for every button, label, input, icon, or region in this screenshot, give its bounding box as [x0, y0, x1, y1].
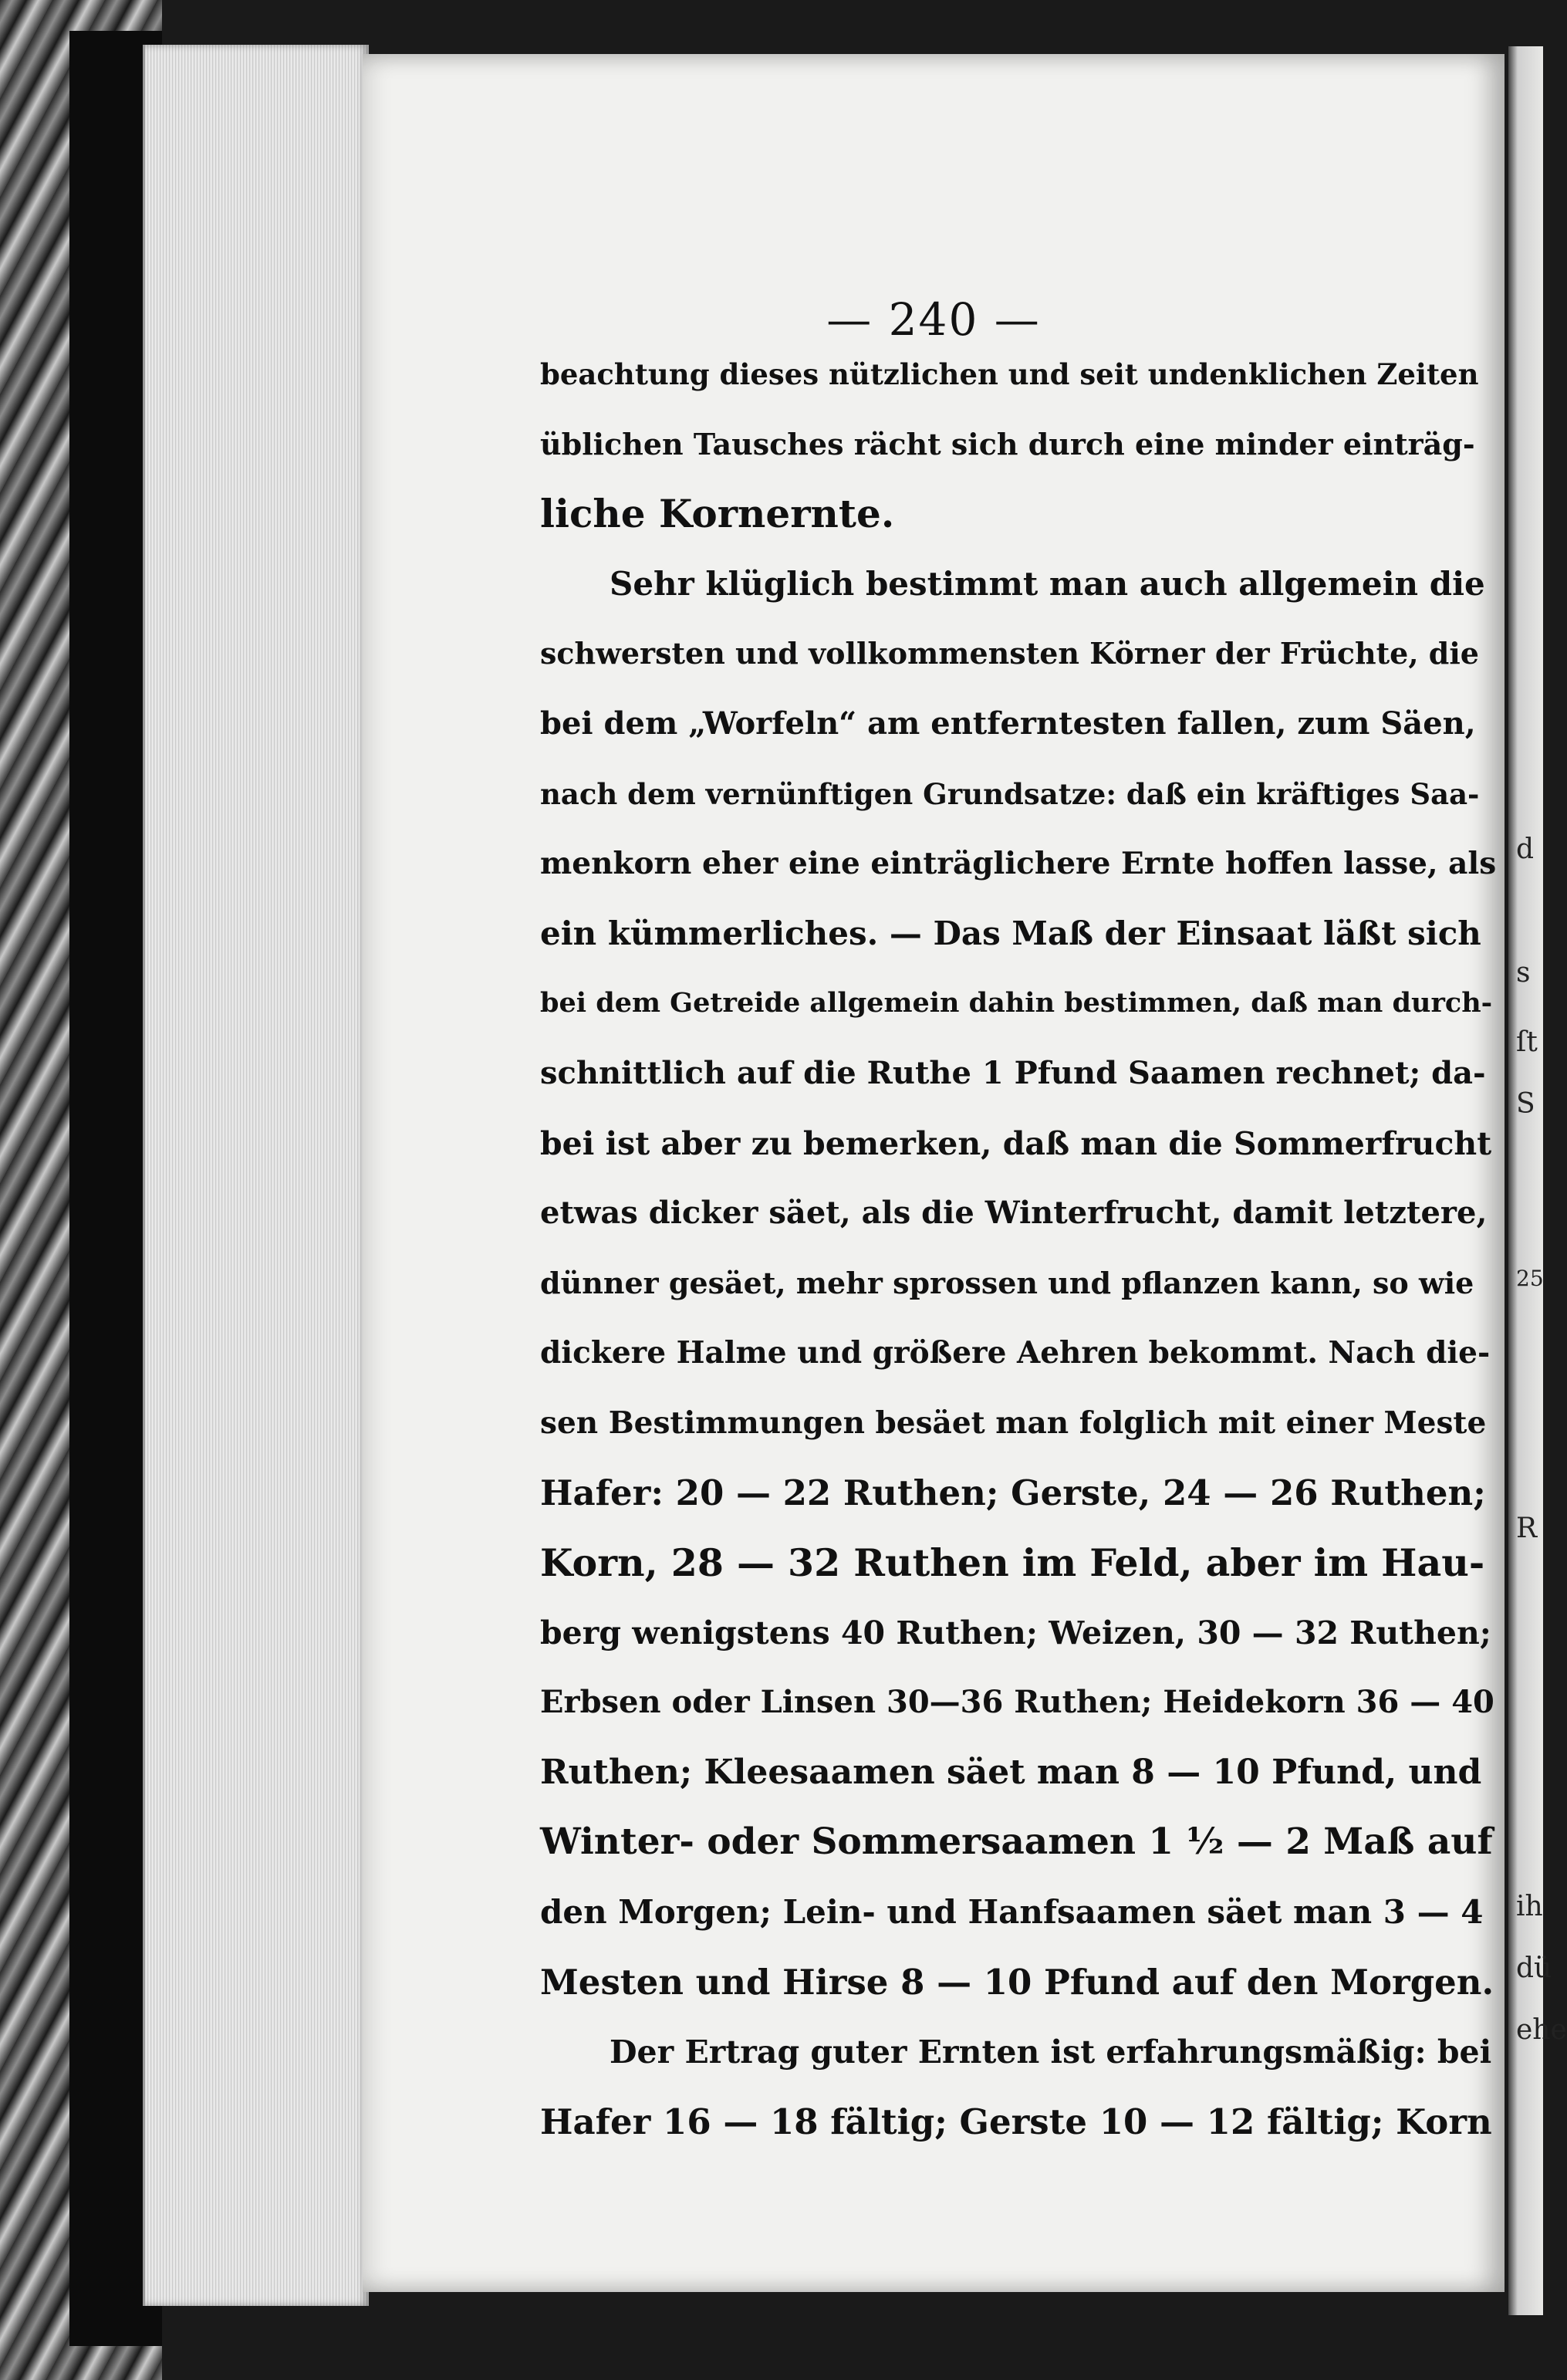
text-line: nach dem vernünftigen Grundsatze: daß ein kräftiges Saa- [540, 776, 1480, 811]
text-line: liche Kornernte. [540, 491, 895, 537]
neighbor-page-text [1516, 0, 1567, 2380]
neighbor-fragment: d [1516, 833, 1535, 865]
text-line: Hafer 16 — 18 fältig; Gerste 10 — 12 fältig; Korn [540, 2101, 1492, 2142]
text-line: Der Ertrag guter Ernten ist erfahrungsmäßig: bei [610, 2033, 1492, 2071]
text-line: Erbsen oder Linsen 30—36 Ruthen; Heidekorn 36 — 40 [540, 1684, 1494, 1721]
neighbor-fragment: s [1516, 957, 1531, 989]
text-line: berg wenigstens 40 Ruthen; Weizen, 30 — 32 Ruthen; [540, 1614, 1491, 1651]
text-line: Winter- oder Sommersaamen 1 ½ — 2 Maß auf [540, 1820, 1493, 1864]
text-line: bei dem Getreide allgemein dahin bestimmen, daß man durch- [540, 987, 1493, 1019]
text-line: Mesten und Hirse 8 — 10 Pfund auf den Morgen. [540, 1961, 1494, 2003]
neighbor-fragment: R [1516, 1513, 1538, 1544]
text-line: schwersten und vollkommensten Körner der Früchte, die [540, 636, 1479, 671]
text-line: dünner gesäet, mehr sprossen und pflanzen kann, so wie [540, 1265, 1474, 1300]
neighbor-fragment: ih [1516, 1891, 1543, 1922]
page-edges [143, 45, 369, 2306]
text-line: bei dem „Worfeln“ am entferntesten fallen, zum Säen, [540, 705, 1476, 742]
text-line: Ruthen; Kleesaamen säet man 8 — 10 Pfund, und [540, 1752, 1482, 1792]
neighbor-fragment: ehe [1516, 2014, 1567, 2046]
text-line: den Morgen; Lein- und Hanfsaamen säet man 3 — 4 [540, 1893, 1484, 1932]
text-line: menkorn eher eine einträglichere Ernte hoffen lasse, als [540, 846, 1497, 882]
page-body [540, 340, 1497, 2157]
page-number: — 240 — [826, 293, 1041, 346]
text-line: üblichen Tausches rächt sich durch eine minder einträg- [540, 426, 1475, 461]
text-line: Hafer: 20 — 22 Ruthen; Gerste, 24 — 26 Ruthen; [540, 1472, 1486, 1513]
text-line: Korn, 28 — 32 Ruthen im Feld, aber im Hau- [540, 1540, 1485, 1586]
text-line: dickere Halme und größere Aehren bekommt. Nach die- [540, 1335, 1491, 1371]
text-line: sen Bestimmungen besäet man folglich mit einer Meste [540, 1405, 1487, 1441]
text-line: beachtung dieses nützlichen und seit undenklichen Zeiten [540, 357, 1479, 391]
neighbor-fragment: dü [1516, 1952, 1552, 1984]
text-line: ein kümmerliches. — Das Maß der Einsaat läßt sich [540, 914, 1481, 952]
text-line: etwas dicker säet, als die Winterfrucht, damit letztere, [540, 1195, 1488, 1232]
text-line: bei ist aber zu bemerken, daß man die Sommerfrucht [540, 1124, 1492, 1162]
text-line: schnittlich auf die Ruthe 1 Pfund Saamen rechnet; da- [540, 1054, 1486, 1091]
neighbor-fragment: S [1516, 1088, 1535, 1120]
neighbor-fragment: ſt [1516, 1026, 1538, 1058]
neighbor-fragment: 25 [1516, 1266, 1544, 1291]
text-line: Sehr klüglich bestimmt man auch allgemein die [610, 564, 1485, 603]
